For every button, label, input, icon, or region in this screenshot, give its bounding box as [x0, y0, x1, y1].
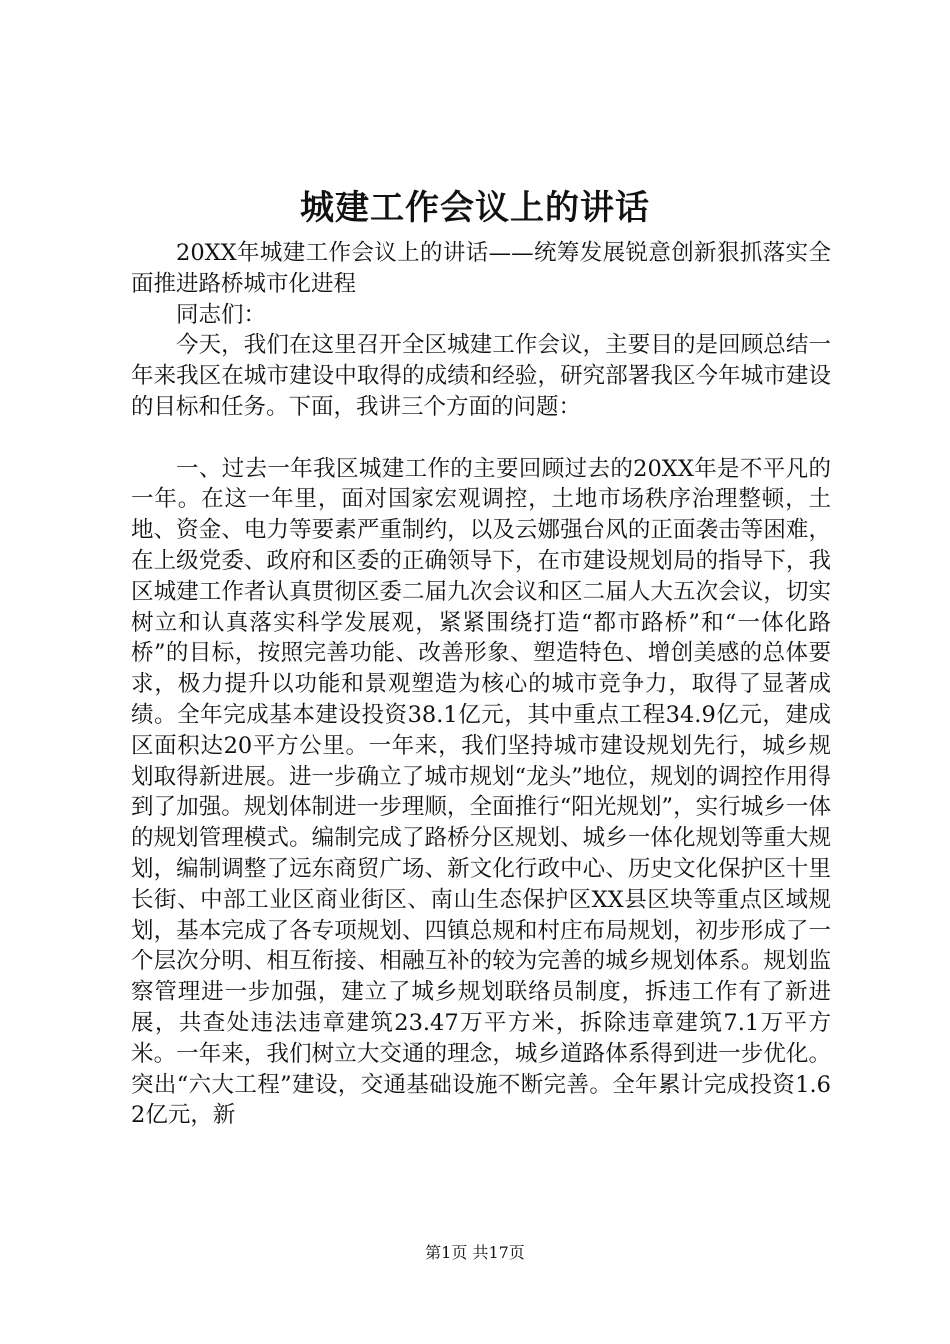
- document-title: 城建工作会议上的讲话: [300, 188, 650, 228]
- intro-paragraph: 今天，我们在这里召开全区城建工作会议，主要目的是回顾总结一年来我区在城市建设中取得的成绩和经验，研究部署我区今年城市建设的目标和任务。下面，我讲三个方面的问题：: [131, 332, 831, 420]
- section-one-paragraph: 一、过去一年我区城建工作的主要回顾过去的20XX年是不平凡的一年。在这一年里，面对国家宏观调控，土地市场秩序治理整顿，土地、资金、电力等要素严重制约，以及云娜强台风的正面袭击等困难，在上级党委、政府和区委的正确领导下，在市建设规划局的指导下，我区城建工作者认真贯彻区委二届九次会议和区二届人大五次会议，切实树立和认真落实科学发展观，紧紧围绕打造“都市路桥”和“一体化路桥”的目标，按照完善功能、改善形象、塑造特色、增创美感的总体要求，极力提升以功能和景观塑造为核心的城市竞争力，取得了显著成绩。全年完成基本建设投资38.1亿元，其中重点工程34.9亿元，建成区面积达20平方公里。一年来，我们坚持城市建设规划先行，城乡规划取得新进展。进一步确立了城市规划“龙头”地位，规划的调控作用得到了加强。规划体制进一步理顺，全面推行“阳光规划”，实行城乡一体的规划管理模式。编制完成了路桥分区规划、城乡一体化规划等重大规划，编制调整了远东商贸广场、新文化行政中心、历史文化保护区十里长街、中部工业区商业街区、南山生态保护区XX县区块等重点区域规划，基本完成了各专项规划、四镇总规和村庄布局规划，初步形成了一个层次分明、相互衔接、相融互补的较为完善的城乡规划体系。规划监察管理进一步加强，建立了城乡规划联络员制度，拆违工作有了新进展，共查处违法违章建筑23.47万平方米，拆除违章建筑7.1万平方米。一年来，我们树立大交通的理念，城乡道路体系得到进一步优化。突出“六大工程”建设，交通基础设施不断完善。全年累计完成投资1.62亿元，新: [131, 455, 831, 1129]
- subtitle-paragraph: 20XX年城建工作会议上的讲话——统筹发展锐意创新狠抓落实全面推进路桥城市化进程: [131, 240, 831, 297]
- document-body: [131, 238, 831, 1131]
- paragraph-spacer: [131, 423, 831, 454]
- salutation-paragraph: 同志们：: [176, 301, 267, 328]
- page-number: 第1页 共17页: [425, 1243, 525, 1262]
